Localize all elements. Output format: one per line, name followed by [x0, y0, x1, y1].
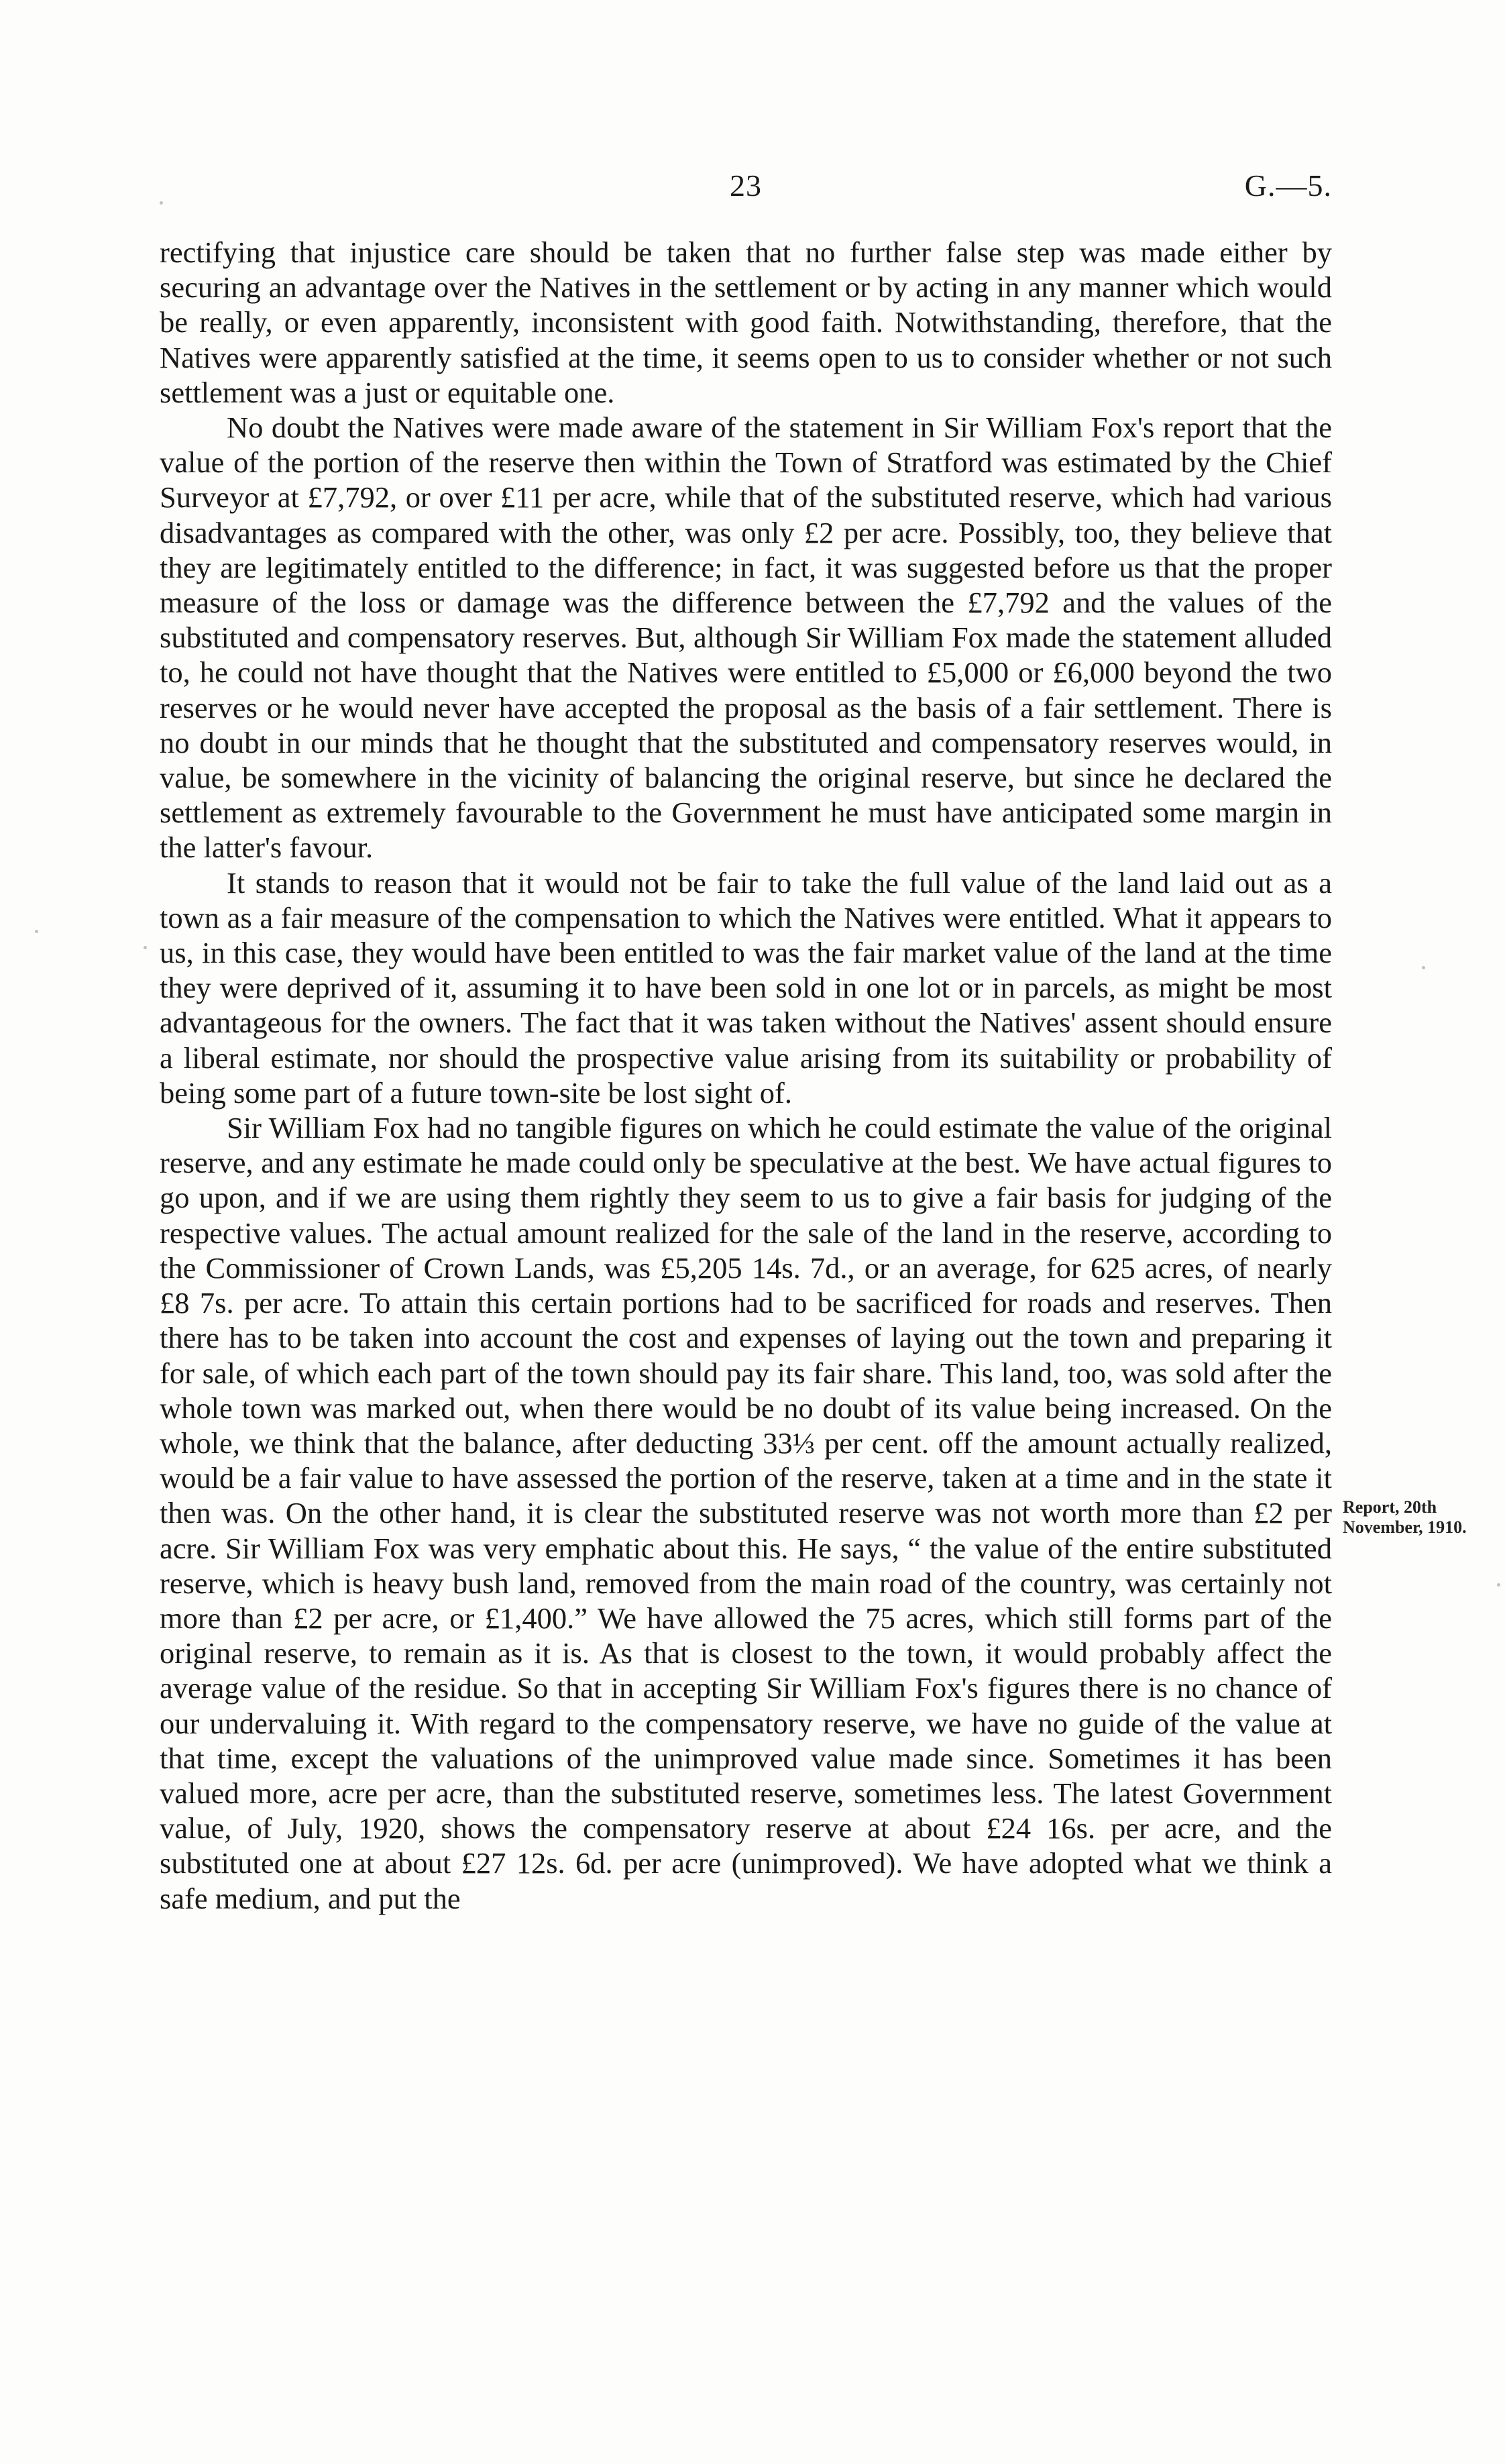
document-reference: G.—5.	[1244, 168, 1332, 203]
scan-speck	[1497, 1583, 1500, 1587]
scan-speck	[144, 946, 147, 949]
paragraph: It stands to reason that it would not be fair to take the full value of the land laid out as a town as a fair measure of the compensation to which the Natives were entitled. What it appears to us, in this case, they would have been entitled to was the fair market value of the land at the time they were deprived of it, assuming it to have been sold in one lot or in parcels, as might be most advantageous for the owners. The fact that it was taken without the Natives' assent should ensure a liberal estimate, nor should the prospective value arising from its suitability or probability of being some part of a future town-site be lost sight of.	[160, 865, 1332, 1110]
scan-speck	[160, 201, 163, 205]
page-header	[160, 168, 1332, 215]
body-text	[160, 235, 1332, 1916]
paragraph: No doubt the Natives were made aware of the statement in Sir William Fox's report that the value of the portion of the reserve then within the Town of Stratford was estimated by the Chief Surveyor at £7,792, or over £11 per acre, while that of the substituted reserve, which had various disadvantages as compared with the other, was only £2 per acre. Possibly, too, they believe that they are legitimately entitled to the difference; in fact, it was suggested before us that the proper measure of the loss or damage was the difference between the £7,792 and the values of the substituted and compensatory reserves. But, although Sir William Fox made the statement alluded to, he could not have thought that the Natives were entitled to £5,000 or £6,000 beyond the two reserves or he would never have accepted the proposal as the basis of a fair settlement. There is no doubt in our minds that he thought that the substituted and compensatory reserves would, in value, be somewhere in the vicinity of balancing the original reserve, but since he declared the settlement as extremely favourable to the Government he must have anticipated some margin in the latter's favour.	[160, 411, 1332, 865]
paragraph: Sir William Fox had no tangible figures on which he could estimate the value of the original reserve, and any estimate he made could only be speculative at the best. We have actual figures to go upon, and if we are using them rightly they seem to us to give a fair basis for judging of the respective values. The actual amount realized for the sale of the land in the reserve, according to the Commissioner of Crown Lands, was £5,205 14s. 7d., or an average, for 625 acres, of nearly £8 7s. per acre. To attain this certain portions had to be sacrificed for roads and reserves. Then there has to be taken into account the cost and expenses of laying out the town and preparing it for sale, of which each part of the town should pay its fair share. This land, too, was sold after the whole town was marked out, when there would be no doubt of its value being increased. On the whole, we think that the balance, after deducting 33⅓ per cent. off the amount actually realized, would be a fair value to have assessed the portion of the reserve, taken at a time and in the state it then was. On the other hand, it is clear the substituted reserve was not worth more than £2 per acre. Sir William Fox was very emphatic about this. He says, “ the value of the entire substituted reserve, which is heavy bush land, removed from the main road of the country, was certainly not more than £2 per acre, or £1,400.” We have allowed the 75 acres, which still forms part of the original reserve, to remain as it is. As that is closest to the town, it would probably affect the average value of the residue. So that in accepting Sir William Fox's figures there is no chance of our undervaluing it. With regard to the compensatory reserve, we have no guide of the value at that time, except the valuations of the unimproved value made since. Sometimes it has been valued more, acre per acre, than the substituted reserve, sometimes less. The latest Government value, of July, 1920, shows the compensatory reserve at about £24 16s. per acre, and the substituted one at about £27 12s. 6d. per acre (unimproved). We have adopted what we think a safe medium, and put the	[160, 1111, 1332, 1915]
paragraph-continuation: rectifying that injustice care should be taken that no further false step was made either by securing an advantage over the Natives in the settlement or by acting in any manner which would be really, or even apparently, inconsistent with good faith. Notwithstanding, therefore, that the Natives were apparently satisfied at the time, it seems open to us to consider whether or not such settlement was a just or equitable one.	[160, 235, 1332, 409]
scan-speck	[1422, 966, 1425, 969]
margin-note: Report, 20th November, 1910.	[1343, 1497, 1467, 1537]
scan-speck	[35, 930, 38, 933]
page-number: 23	[730, 168, 762, 203]
